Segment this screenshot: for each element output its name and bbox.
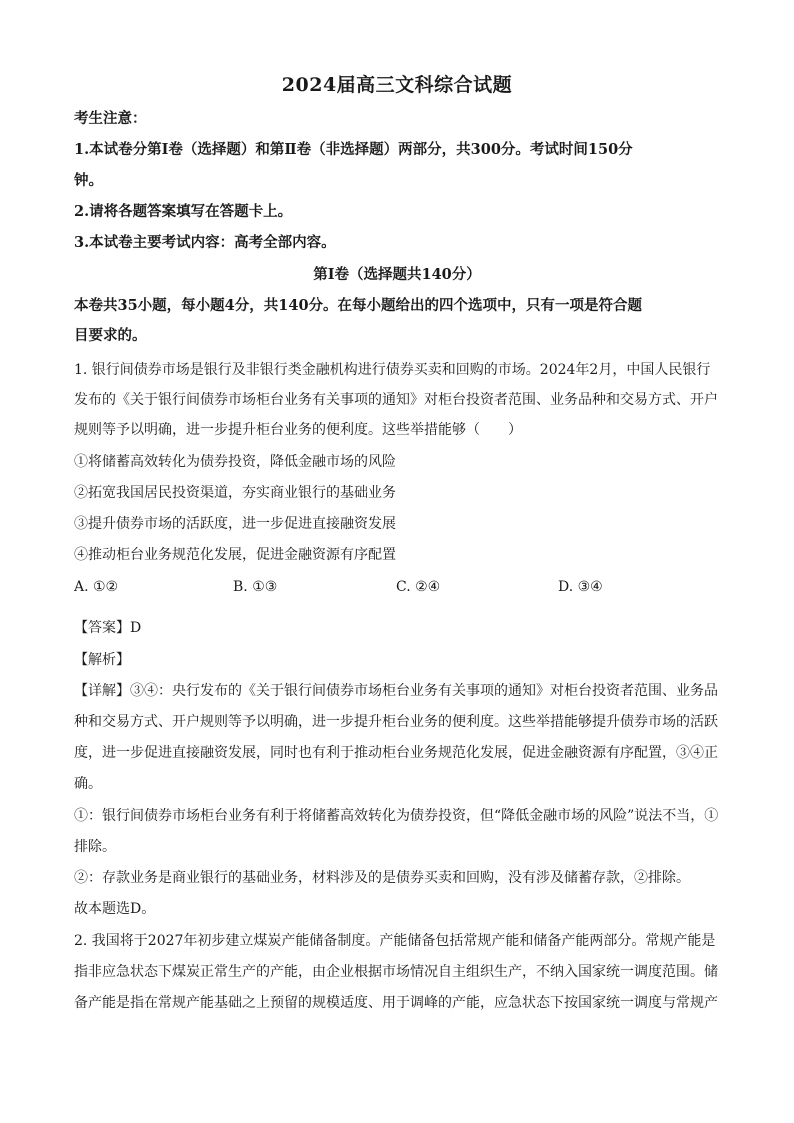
q1-exclude-2: ②：存款业务是商业银行的基础业务，材料涉及的是债券买卖和回购，没有涉及储蓄存款，②排除。 (74, 870, 690, 886)
q2-stem-line-3: 备产能是指在常规产能基础之上预留的规模适度、用于调峰的产能，应急状态下按国家统一调度与常规产 (74, 995, 718, 1011)
page-title: 2024届高三文科综合试题 (281, 74, 513, 96)
q2-stem-line-2: 指非应急状态下煤炭正常生产的产能，由企业根据市场情况自主组织生产，不纳入国家统一调度范围。储 (74, 964, 718, 980)
section-intro: 本卷共35小题，每小题4分，共140分。在每小题给出的四个选项中，只有一项是符合题 (74, 297, 643, 314)
notice-item-1-cont: 钟。 (74, 172, 103, 189)
q1-statement-2: ②拓宽我国居民投资渠道，夯实商业银行的基础业务 (74, 485, 396, 501)
notice-item-2: 2.请将各题答案填写在答题卡上。 (74, 203, 293, 220)
section-heading: 第Ⅰ卷（选择题共140分） (313, 266, 481, 283)
notice-item-3: 3.本试卷主要考试内容：高考全部内容。 (74, 234, 336, 251)
q2-stem-line-1: 2. 我国将于2027年初步建立煤炭产能储备制度。产能储备包括常规产能和储备产能两部分。常规产能是 (74, 933, 716, 949)
q1-stem-line-2: 发布的《关于银行间债券市场柜台业务有关事项的通知》对柜台投资者范围、业务品种和交易方式、开户 (74, 392, 718, 408)
section-intro-cont: 目要求的。 (74, 327, 147, 344)
q1-detail-line-3: 度，进一步促进直接融资发展，同时也有利于推动柜台业务规范化发展，促进金融资源有序配置，③④正 (74, 745, 718, 761)
q1-exclude-1-cont: 排除。 (74, 839, 116, 855)
q1-stem-line-3: 规则等予以明确，进一步提升柜台业务的便利度。这些举措能够（ ） (74, 422, 522, 438)
q1-stem-line-1: 1. 银行间债券市场是银行及非银行类金融机构进行债券买卖和回购的市场。2024年2月，中国人民银行 (74, 362, 711, 378)
q1-detail-line-1: 【详解】③④：央行发布的《关于银行间债券市场柜台业务有关事项的通知》对柜台投资者范围、业务品 (74, 683, 718, 699)
q1-statement-4: ④推动柜台业务规范化发展，促进金融资源有序配置 (74, 547, 396, 563)
q1-statement-3: ③提升债券市场的活跃度，进一步促进直接融资发展 (74, 516, 396, 532)
q1-option-c: C. ②④ (396, 579, 441, 595)
q1-detail-line-4: 确。 (74, 776, 102, 792)
q1-option-a: A. ①② (74, 579, 119, 595)
q1-statement-1: ①将储蓄高效转化为债券投资，降低金融市场的风险 (74, 454, 396, 470)
q1-analysis-label: 【解析】 (74, 652, 130, 668)
q1-exclude-1: ①：银行间债券市场柜台业务有利于将储蓄高效转化为债券投资，但“降低金融市场的风险”说法不当，① (74, 808, 719, 824)
q1-answer: 【答案】D (74, 620, 142, 636)
q1-conclusion: 故本题选D。 (74, 901, 156, 917)
notice-heading: 考生注意： (74, 110, 147, 127)
q1-detail-line-2: 种和交易方式、开户规则等予以明确，进一步提升柜台业务的便利度。这些举措能够提升债券市场的活跃 (74, 714, 718, 730)
notice-item-1: 1.本试卷分第Ⅰ卷（选择题）和第Ⅱ卷（非选择题）两部分，共300分。考试时间150分 (74, 141, 633, 158)
q1-option-b: B. ①③ (233, 579, 278, 595)
q1-option-d: D. ③④ (558, 579, 603, 595)
